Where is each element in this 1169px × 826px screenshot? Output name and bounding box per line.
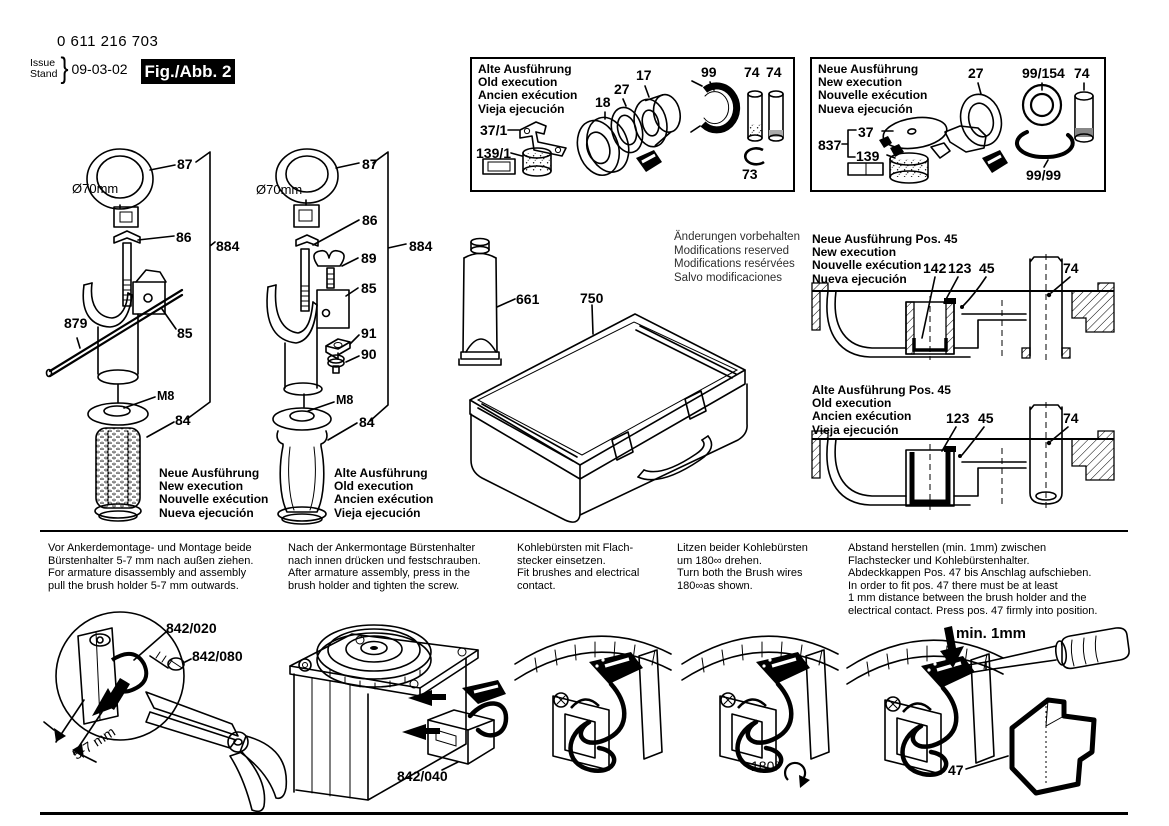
callout-37-1: 37/1 bbox=[480, 122, 508, 138]
callout-85-old: 85 bbox=[361, 280, 377, 296]
callout-17: 17 bbox=[636, 67, 652, 83]
callout-99-154: 99/154 bbox=[1022, 65, 1065, 81]
callout-99-99: 99/99 bbox=[1026, 167, 1062, 183]
callout-123-new: 123 bbox=[948, 260, 972, 276]
callout-99: 99 bbox=[701, 64, 717, 80]
callout-84-new: 84 bbox=[175, 412, 191, 428]
caption-box-old: Alte Ausführung Old execution Ancien exécution Vieja ejecución bbox=[478, 62, 578, 116]
instruction-step-2: Nach der Ankermontage Bürstenhalter nach innen drücken und festschrauben. After armature assembly, press in the brush holder and tighten the screw. bbox=[288, 542, 481, 592]
instruction-step-5: Abstand herstellen (min. 1mm) zwischen Flachstecker und Kohlebürstenhalter. Abdeckkappen Pos. 47 bis Anschlag aufschieben. In order to fit pos. 47 there must be at least 1 mm distance between the brush holder and the electrical contact. Press pos. 47 firmly into position. bbox=[848, 542, 1098, 617]
callout-87-old: 87 bbox=[362, 156, 378, 172]
diameter-label-old-handle: Ø70mm bbox=[256, 182, 303, 197]
caption-section-old45: Alte Ausführung Pos. 45 Old execution Ancien exécution Vieja ejecución bbox=[812, 383, 951, 437]
callout-74-new-box: 74 bbox=[1074, 65, 1090, 81]
callout-45-new: 45 bbox=[979, 260, 995, 276]
callout-139-1: 139/1 bbox=[476, 145, 512, 161]
caption-section-new45: Neue Ausführung Pos. 45 New execution Nouvelle exécution Nueva ejecución bbox=[812, 232, 958, 286]
part-number: 0 611 216 703 bbox=[57, 33, 159, 50]
callout-18: 18 bbox=[595, 94, 611, 110]
callout-142: 142 bbox=[923, 260, 947, 276]
callout-842-040: 842/040 bbox=[397, 768, 448, 784]
callout-87-new: 87 bbox=[177, 156, 193, 172]
callout-661: 661 bbox=[516, 291, 540, 307]
figure-label-badge: Fig./Abb. 2 bbox=[141, 59, 235, 84]
screwdriver-cap-illustration bbox=[940, 626, 1129, 793]
callout-74-b: 74 bbox=[766, 64, 782, 80]
callout-123-old: 123 bbox=[946, 410, 970, 426]
pliers-illustration bbox=[44, 612, 286, 811]
callout-37: 37 bbox=[858, 124, 874, 140]
callout-842-020: 842/020 bbox=[166, 620, 217, 636]
callout-27-new: 27 bbox=[968, 65, 984, 81]
instruction-step-4: Litzen beider Kohlebürsten um 180∞ drehen. Turn both the Brush wires 180∞as shown. bbox=[677, 542, 808, 592]
diameter-label-new-handle: Ø70mm bbox=[72, 181, 119, 196]
callout-750: 750 bbox=[580, 290, 604, 306]
callout-89-old: 89 bbox=[361, 250, 377, 266]
callout-m8-old: M8 bbox=[336, 393, 354, 407]
callout-842-080: 842/080 bbox=[192, 648, 243, 664]
instruction-step-1: Vor Ankerdemontage- und Montage beide Bürstenhalter 5-7 mm nach außen ziehen. For armature disassembly and assembly pull the brush holder 5-7 mm outwards. bbox=[48, 542, 254, 592]
caption-new-handle: Neue Ausführung New execution Nouvelle exécution Nueva ejecución bbox=[159, 466, 269, 520]
callout-74-new45: 74 bbox=[1063, 260, 1079, 276]
callout-86-old: 86 bbox=[362, 212, 378, 228]
callout-84-old: 84 bbox=[359, 414, 375, 430]
issue-label: Issue bbox=[30, 56, 56, 69]
callout-884-old: 884 bbox=[409, 238, 433, 254]
callout-879-new: 879 bbox=[64, 315, 88, 331]
callout-74-a: 74 bbox=[744, 64, 760, 80]
section-divider-line bbox=[40, 530, 1128, 532]
caption-box-new: Neue Ausführung New execution Nouvelle exécution Nueva ejecución bbox=[818, 62, 928, 116]
issue-date: 09-03-02 bbox=[71, 61, 128, 77]
carrying-case-drawing bbox=[470, 305, 747, 522]
callout-47: 47 bbox=[948, 762, 964, 778]
bottom-border-line bbox=[40, 812, 1128, 815]
callout-73: 73 bbox=[742, 166, 758, 182]
callout-74-old45: 74 bbox=[1063, 410, 1079, 426]
brush-holder-illustration-1 bbox=[515, 636, 671, 770]
issue-stand-block bbox=[30, 51, 128, 86]
rotate-arrow-icon bbox=[785, 763, 810, 788]
modifications-notice: Änderungen vorbehalten Modifications reserved Modifications resérvées Salvo modificaciones bbox=[674, 231, 800, 284]
rotation-180-label: 180° bbox=[751, 758, 780, 774]
brace-icon: } bbox=[60, 51, 69, 86]
dimension-5-7mm: 5-7 mm bbox=[69, 723, 118, 763]
callout-27-old: 27 bbox=[614, 81, 630, 97]
callout-91-old: 91 bbox=[361, 325, 377, 341]
callout-884-new: 884 bbox=[216, 238, 240, 254]
grease-tube-drawing bbox=[459, 239, 515, 366]
callout-90-old: 90 bbox=[361, 346, 377, 362]
callout-m8-new: M8 bbox=[157, 389, 175, 403]
callout-86-new: 86 bbox=[176, 229, 192, 245]
instruction-step-3: Kohlebürsten mit Flach- stecker einsetzen. Fit brushes and electrical contact. bbox=[517, 542, 640, 592]
callout-85-new: 85 bbox=[177, 325, 193, 341]
callout-45-old: 45 bbox=[978, 410, 994, 426]
min-1mm-label: min. 1mm bbox=[956, 625, 1027, 642]
callout-139: 139 bbox=[856, 148, 880, 164]
brush-holder-illustration-2 bbox=[682, 636, 838, 770]
stand-label: Stand bbox=[30, 68, 58, 80]
caption-old-handle: Alte Ausführung Old execution Ancien exécution Vieja ejecución bbox=[334, 466, 434, 520]
callout-837: 837 bbox=[818, 137, 842, 153]
brush-holder-illustration-3 bbox=[847, 640, 1003, 774]
